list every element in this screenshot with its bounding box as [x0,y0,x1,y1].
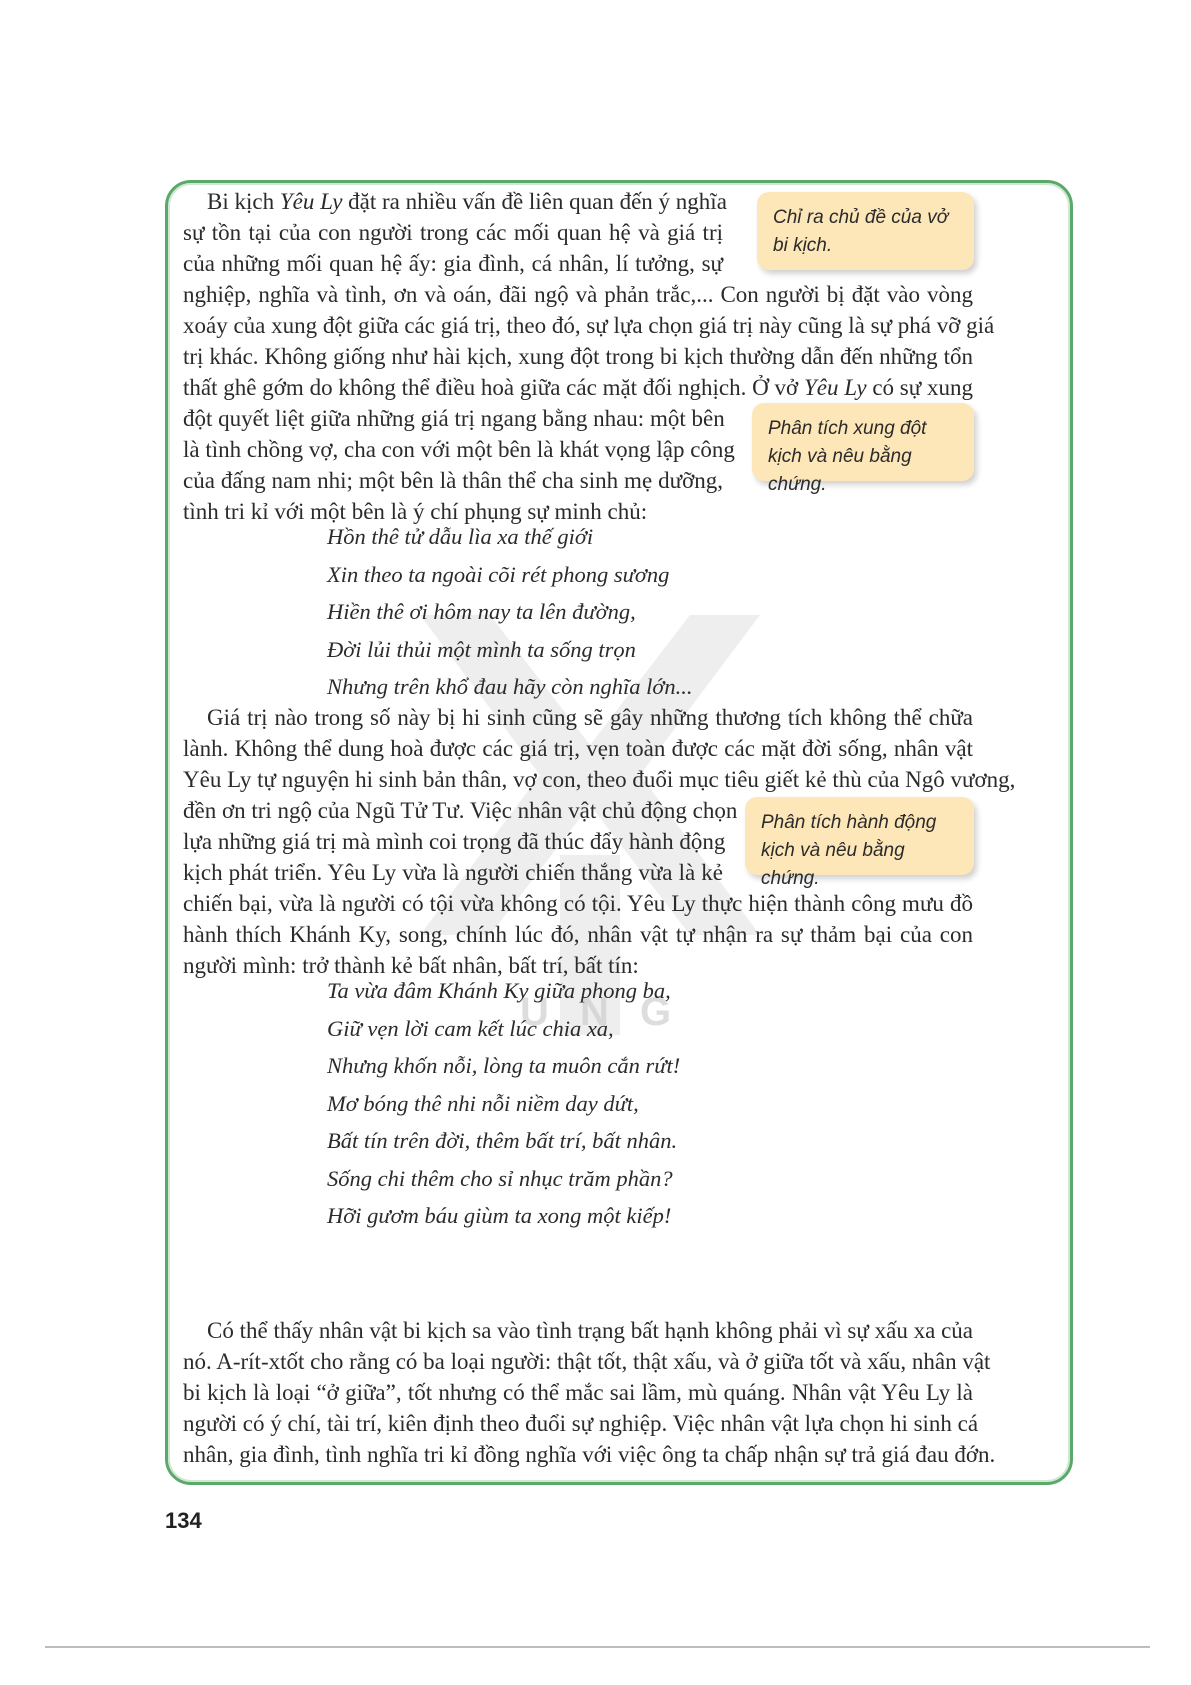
text-line: Bi kịch Yêu Ly đặt ra nhiều vấn đề liên quan đến ý nghĩa [207,189,727,214]
text-line: nghiệp, nghĩa và tình, ơn và oán, đãi ngộ và phản trắc,... Con người bị đặt vào vòng [183,282,973,307]
text-line: tình tri kỉ với một bên là ý chí phụng sự minh chủ: [183,499,648,524]
margin-note-conflict: Phân tích xung đột kịch và nêu bằng chứng. [752,403,974,481]
text-line: Yêu Ly tự nguyện hi sinh bản thân, vợ con, theo đuổi mục tiêu giết kẻ thù của Ngô vương, [183,767,1016,792]
text-line: người có ý chí, tài trí, kiên định theo đuổi sự nghiệp. Việc nhân vật lựa chọn hi sinh cá [183,1411,979,1436]
text-line: người mình: trở thành kẻ bất nhân, bất trí, bất tín: [183,953,639,978]
text-line: của đấng nam nhi; một bên là thân thể cha sinh mẹ dưỡng, [183,468,723,493]
poem-line: Hồn thê tử dẫu lìa xa thế giới [327,524,594,549]
text-line: lựa những giá trị mà mình coi trọng đã thúc đẩy hành động [183,829,726,854]
text-line: chiến bại, vừa là người có tội vừa không có tội. Yêu Ly thực hiện thành công mưu đồ [183,891,973,916]
paragraph-1-bottom [183,403,735,527]
poem-line: Đời lủi thủi một mình ta sống trọn [327,636,636,662]
paragraph-2-bottom [183,888,973,981]
margin-note-theme: Chỉ ra chủ đề của vở bi kịch. [757,192,974,270]
paragraph-3 [183,1315,996,1470]
poem-excerpt-1 [327,518,693,706]
text-line: là tình chồng vợ, cha con với một bên là khát vọng lập công [183,437,735,462]
text-line: Có thể thấy nhân vật bi kịch sa vào tình trạng bất hạnh không phải vì sự xấu xa của [207,1318,973,1343]
text-line: bi kịch là loại “ở giữa”, tốt nhưng có thể mắc sai lầm, mù quáng. Nhân vật Yêu Ly là [183,1380,973,1405]
text-line: đột quyết liệt giữa những giá trị ngang bằng nhau: một bên [183,406,725,431]
paragraph-2-top [183,702,1016,795]
text-line: nhân, gia đình, tình nghĩa tri kỉ đồng nghĩa với việc ông ta chấp nhận sự trả giá đau đớn. [183,1442,996,1467]
text-line: kịch phát triển. Yêu Ly vừa là người chiến thắng vừa là kẻ [183,860,723,885]
page-number: 134 [165,1508,202,1533]
text-line: nó. A-rít-xtốt cho rằng có ba loại người: thật tốt, thật xấu, và ở giữa tốt và xấu, nhân vật [183,1349,991,1374]
margin-note-action: Phân tích hành động kịch và nêu bằng chứng. [745,797,974,875]
text-line: đền ơn tri ngộ của Ngũ Tử Tư. Việc nhân vật chủ động chọn [183,798,738,823]
poem-line: Sống chi thêm cho sỉ nhục trăm phần? [327,1165,673,1191]
text-line: sự tồn tại của con người trong các mối quan hệ và giá trị [183,220,723,245]
paragraph-2-middle [183,795,738,888]
poem-line: Nhưng khốn nỗi, lòng ta muôn cắn rứt! [327,1053,681,1078]
text-line: xoáy của xung đột giữa các giá trị, theo đó, sự lựa chọn giá trị này cũng là sự phá vỡ giá [183,313,995,338]
poem-line: Mơ bóng thê nhi nỗi niềm day dứt, [327,1090,639,1116]
poem-line: Hiền thê ơi hôm nay ta lên đường, [327,599,636,624]
poem-excerpt-2 [327,972,680,1235]
poem-line: Hỡi gươm báu giùm ta xong một kiếp! [327,1203,672,1228]
text-line: hành thích Khánh Ky, song, chính lúc đó, nhân vật tự nhận ra sự thảm bại của con [183,922,973,947]
poem-line: Bất tín trên đời, thêm bất trí, bất nhân. [327,1128,678,1153]
footer-rule [45,1646,1150,1648]
text-line: trị khác. Không giống như hài kịch, xung đột trong bi kịch thường dẫn đến những tổn [183,344,973,369]
text-line: thất ghê gớm do không thể điều hoà giữa các mặt đối nghịch. Ở vở Yêu Ly có sự xung [183,375,973,400]
paragraph-1-top [183,186,727,279]
text-line: lành. Không thể dung hoà được các giá trị, vẹn toàn được các mặt đời sống, nhân vật [183,736,973,761]
poem-line: Giữ vẹn lời cam kết lúc chia xa, [327,1015,614,1041]
poem-line: Nhưng trên khổ đau hãy còn nghĩa lớn... [327,674,693,699]
text-line: Giá trị nào trong số này bị hi sinh cũng sẽ gây những thương tích không thể chữa [207,705,973,730]
watermark-text: U N G [520,990,682,1034]
paragraph-1-middle [183,279,995,403]
poem-line: Xin theo ta ngoài cõi rét phong sương [327,561,670,587]
text-line: của những mối quan hệ ấy: gia đình, cá nhân, lí tưởng, sự [183,251,723,276]
poem-line: Ta vừa đâm Khánh Ky giữa phong ba, [327,978,671,1003]
